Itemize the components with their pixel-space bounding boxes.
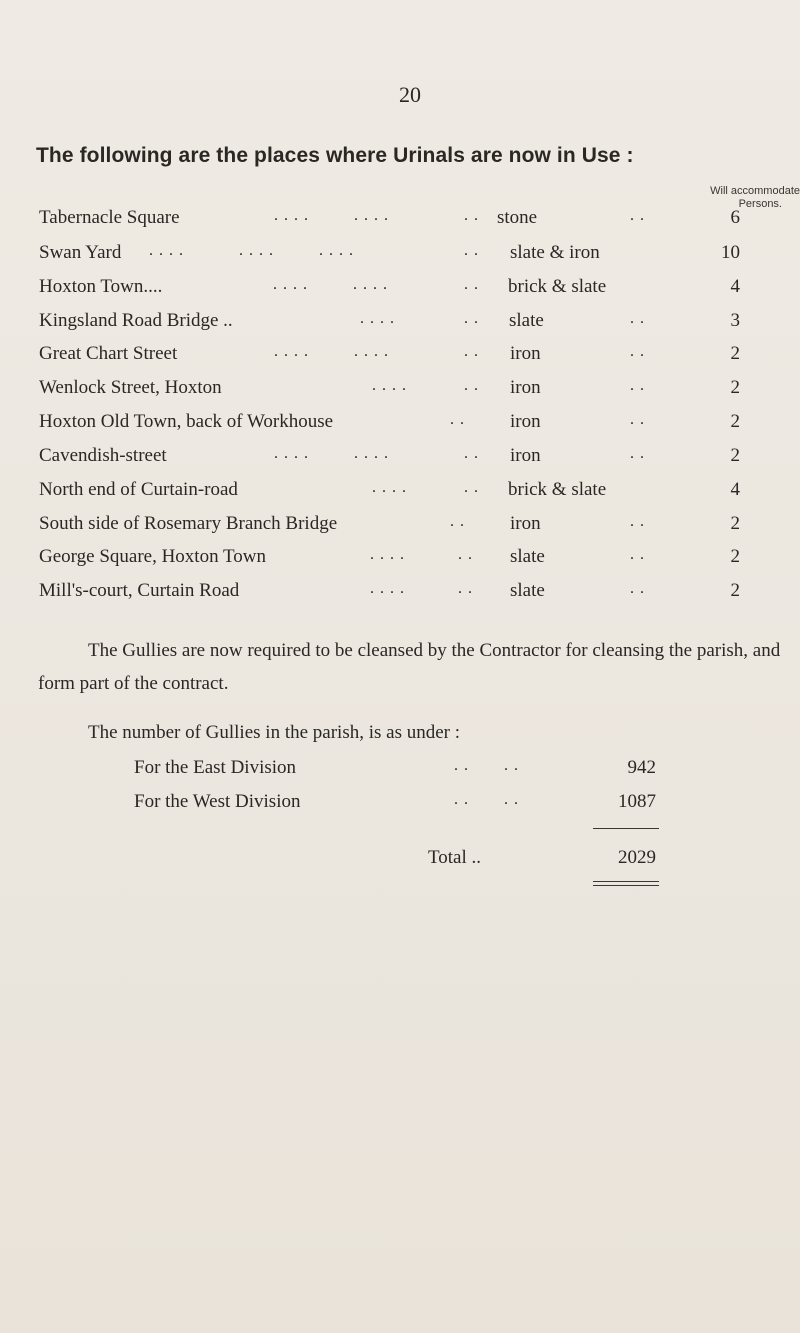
table-row: [0, 580, 800, 608]
leader-dots: . .: [630, 207, 645, 224]
material: stone: [497, 207, 538, 228]
table-row: [0, 546, 800, 574]
table-row: [0, 377, 800, 405]
place-name: Great Chart Street: [39, 343, 178, 364]
persons-count: 3: [730, 310, 740, 331]
total-double-rule-bottom: [593, 885, 659, 886]
leader-dots: . .: [630, 343, 645, 360]
persons-count: 4: [730, 479, 740, 500]
persons-count: 4: [730, 276, 740, 297]
table-row: [0, 207, 800, 235]
persons-count: 2: [730, 580, 740, 601]
sum-rule: [593, 828, 659, 829]
gully-row-west: [0, 791, 800, 819]
place-name: Kingsland Road Bridge ..: [39, 310, 233, 331]
persons-count: 10: [721, 242, 740, 263]
material: iron: [510, 445, 541, 466]
material: iron: [510, 513, 541, 534]
table-row: [0, 276, 800, 304]
gully-division-label: For the West Division: [134, 791, 301, 812]
leader-dots: . .: [464, 207, 479, 224]
material: brick & slate: [508, 479, 607, 500]
material: slate: [510, 546, 545, 567]
leader-dots: . . . .: [454, 757, 519, 774]
leader-dots: . . . .: [372, 479, 407, 496]
gullies-paragraph-text: The Gullies are now required to be cleansed by the Contractor for cleansing the parish, and form part of the contract.: [38, 640, 781, 694]
column-header-line2: Persons.: [738, 198, 782, 210]
table-row: [0, 411, 800, 439]
material: iron: [510, 411, 541, 432]
leader-dots: . .: [450, 411, 465, 428]
place-name: Mill's-court, Curtain Road: [39, 580, 240, 601]
place-name: South side of Rosemary Branch Bridge: [39, 513, 338, 534]
material: slate & iron: [510, 242, 600, 263]
place-name: Wenlock Street, Hoxton: [39, 377, 222, 398]
persons-count: 2: [730, 546, 740, 567]
gullies-intro-text: The number of Gullies in the parish, is as under :: [88, 722, 461, 743]
table-row: [0, 310, 800, 338]
leader-dots: . . . . . . . .: [274, 445, 389, 462]
material: slate: [509, 310, 544, 331]
table-row: [0, 445, 800, 473]
leader-dots: . . . .: [372, 377, 407, 394]
leader-dots: . . . . . . . .: [274, 207, 389, 224]
leader-dots: . .: [458, 546, 473, 563]
gully-count: 1087: [618, 791, 656, 812]
gully-total-row: [0, 847, 800, 875]
place-name: Hoxton Old Town, back of Workhouse: [39, 411, 334, 432]
leader-dots: . .: [458, 580, 473, 597]
page-number: 20: [399, 82, 421, 107]
leader-dots: . .: [464, 276, 479, 293]
persons-count: 2: [730, 445, 740, 466]
material: brick & slate: [508, 276, 607, 297]
persons-count: 6: [730, 207, 740, 228]
persons-count: 2: [730, 411, 740, 432]
leader-dots: . .: [630, 377, 645, 394]
total-count: 2029: [618, 847, 656, 868]
place-name: Tabernacle Square: [39, 207, 180, 228]
material: iron: [510, 343, 541, 364]
leader-dots: . . . .: [370, 546, 405, 563]
gullies-paragraph: [38, 634, 798, 700]
leader-dots: . . . .: [360, 310, 395, 327]
leader-dots: . .: [464, 479, 479, 496]
gully-division-label: For the East Division: [134, 757, 297, 778]
gullies-intro: [38, 716, 798, 749]
place-name: North end of Curtain-road: [39, 479, 238, 500]
leader-dots: . .: [464, 310, 479, 327]
table-row: [0, 242, 800, 270]
column-header-line1: Will accommodate: [710, 185, 800, 197]
persons-count: 2: [730, 513, 740, 534]
leader-dots: . .: [630, 411, 645, 428]
leader-dots: . .: [450, 513, 465, 530]
place-name: George Square, Hoxton Town: [39, 546, 266, 567]
table-row: [0, 343, 800, 371]
table-row: [0, 513, 800, 541]
leader-dots: . .: [464, 343, 479, 360]
total-label: Total ..: [428, 847, 482, 868]
leader-dots: . .: [464, 242, 479, 259]
leader-dots: . . . . . . . .: [273, 276, 388, 293]
leader-dots: . . . .: [454, 791, 519, 808]
leader-dots: . .: [464, 445, 479, 462]
place-name: Cavendish-street: [39, 445, 167, 466]
leader-dots: . .: [630, 580, 645, 597]
leader-dots: . .: [630, 513, 645, 530]
leader-dots: . . . .: [370, 580, 405, 597]
leader-dots: . .: [464, 377, 479, 394]
persons-count: 2: [730, 343, 740, 364]
place-name: Swan Yard: [39, 242, 122, 263]
leader-dots: . .: [630, 445, 645, 462]
leader-dots: . . . . . . . . . . . .: [149, 242, 354, 259]
gully-row-east: [0, 757, 800, 785]
persons-count: 2: [730, 377, 740, 398]
material: iron: [510, 377, 541, 398]
leader-dots: . . . . . . . .: [274, 343, 389, 360]
page-heading: The following are the places where Urinals are now in Use :: [36, 144, 634, 167]
total-double-rule-top: [593, 881, 659, 882]
leader-dots: . .: [630, 310, 645, 327]
material: slate: [510, 580, 545, 601]
leader-dots: . .: [630, 546, 645, 563]
gully-count: 942: [627, 757, 656, 778]
place-name: Hoxton Town....: [39, 276, 163, 297]
table-row: [0, 479, 800, 507]
